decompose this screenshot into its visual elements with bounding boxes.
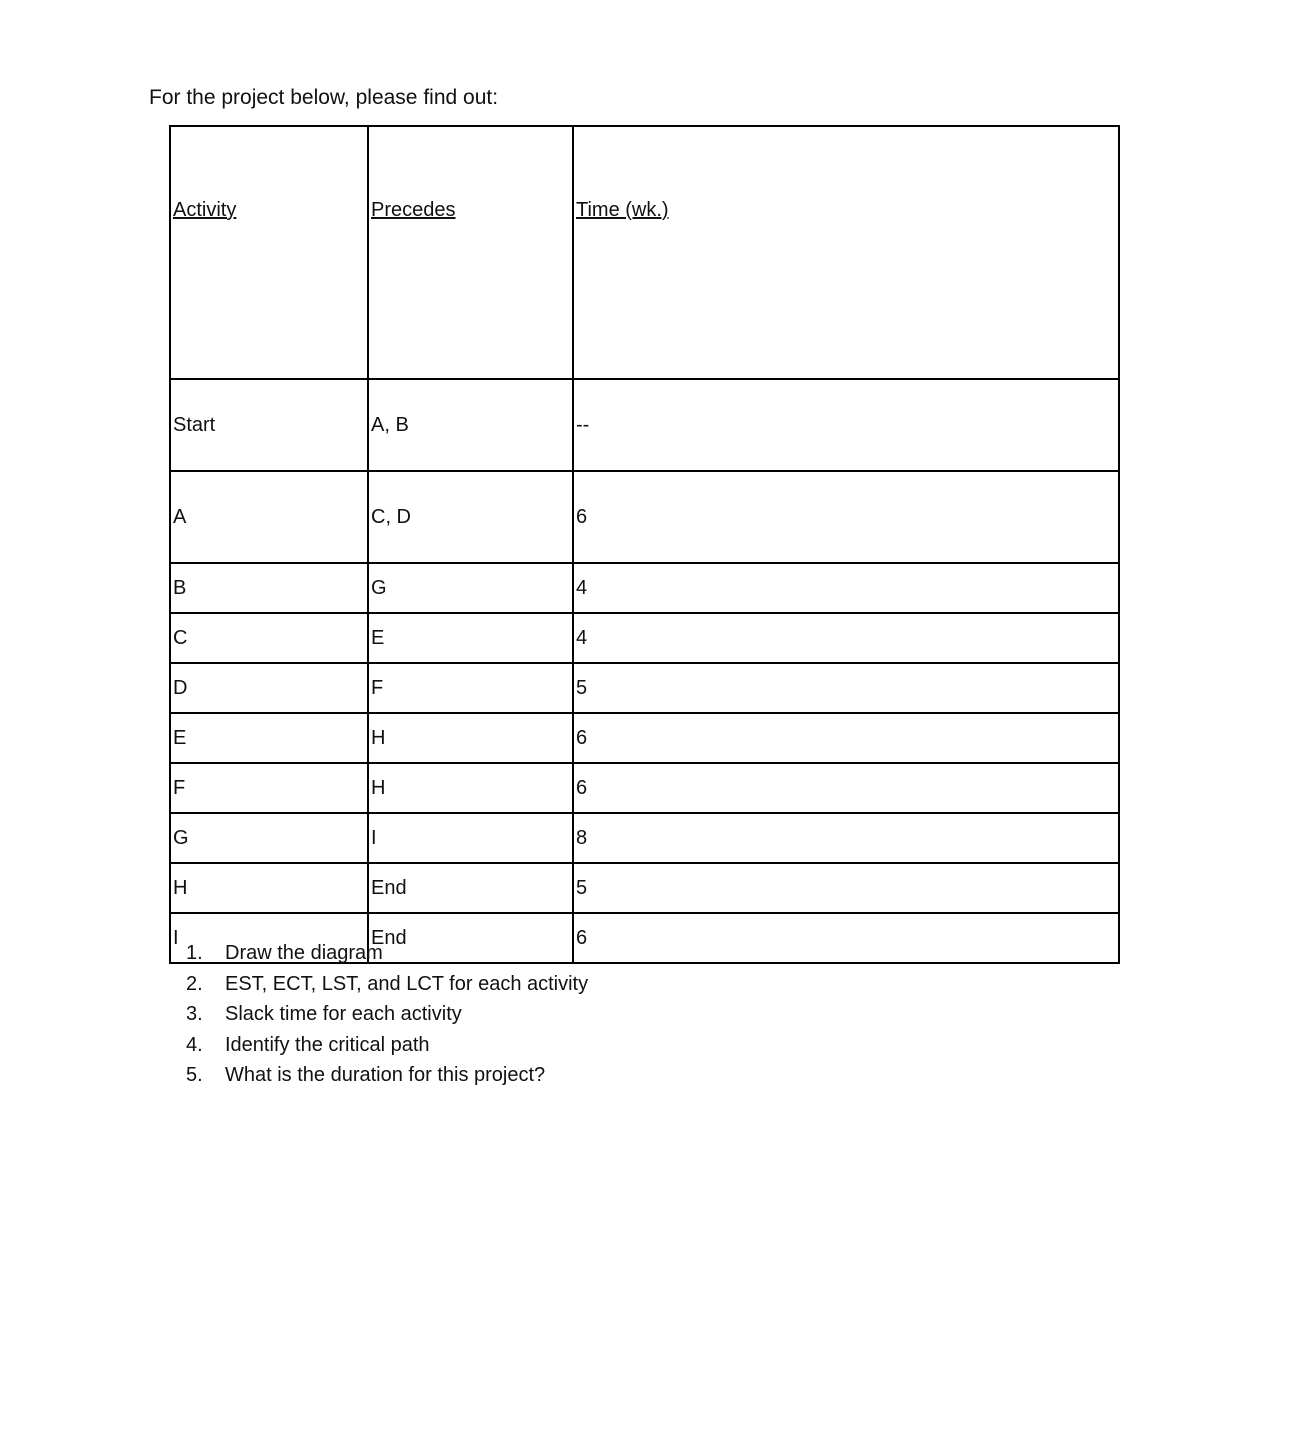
table-row: [170, 563, 1119, 613]
table-row: [170, 813, 1119, 863]
list-text: EST, ECT, LST, and LCT for each activity: [225, 972, 589, 995]
list-item: [186, 1060, 588, 1091]
list-item: [186, 999, 588, 1030]
cell-activity: Start: [170, 379, 368, 471]
header-precedes: Precedes: [368, 126, 573, 379]
cell-time: 5: [573, 863, 1119, 913]
list-item: [186, 969, 588, 1000]
list-number: 2.: [186, 972, 203, 995]
table-row: [170, 663, 1119, 713]
list-text: Draw the diagram: [225, 942, 383, 964]
header-activity: Activity: [170, 126, 368, 379]
table-row: [170, 471, 1119, 563]
list-number: 4.: [186, 1033, 203, 1056]
header-time: Time (wk.): [573, 126, 1119, 379]
cell-time: 6: [573, 471, 1119, 563]
list-number: 5.: [186, 1064, 203, 1087]
cell-activity: D: [170, 663, 368, 713]
cell-time: 8: [573, 813, 1119, 863]
cell-precedes: I: [368, 813, 573, 863]
cell-activity: E: [170, 713, 368, 763]
cell-precedes: End: [368, 913, 573, 963]
list-item: [186, 938, 588, 969]
cell-precedes: F: [368, 663, 573, 713]
table-row: [170, 379, 1119, 471]
cell-time: 5: [573, 663, 1119, 713]
table-row: [170, 863, 1119, 913]
table-row: [170, 613, 1119, 663]
cell-precedes: End: [368, 863, 573, 913]
cell-precedes: H: [368, 763, 573, 813]
intro-text: For the project below, please find out:: [149, 86, 499, 109]
cell-activity: G: [170, 813, 368, 863]
list-number: 3.: [186, 1003, 203, 1026]
cell-activity: B: [170, 563, 368, 613]
cell-precedes: G: [368, 563, 573, 613]
table-header-row: [170, 126, 1119, 379]
question-list: [186, 938, 588, 1091]
list-item: [186, 1030, 588, 1061]
activity-table: [169, 125, 1120, 964]
table-row: [170, 763, 1119, 813]
cell-precedes: H: [368, 713, 573, 763]
cell-time: --: [573, 379, 1119, 471]
list-text: Identify the critical path: [225, 1033, 430, 1056]
list-text: What is the duration for this project?: [225, 1064, 546, 1087]
cell-activity: A: [170, 471, 368, 563]
cell-time: 4: [573, 563, 1119, 613]
cell-activity: H: [170, 863, 368, 913]
cell-activity: F: [170, 763, 368, 813]
list-text: Slack time for each activity: [225, 1003, 462, 1026]
cell-activity: I: [170, 913, 368, 963]
cell-time: 6: [573, 913, 1119, 963]
cell-precedes: A, B: [368, 379, 573, 471]
cell-activity: C: [170, 613, 368, 663]
cell-time: 4: [573, 613, 1119, 663]
list-number: 1.: [186, 942, 203, 964]
cell-time: 6: [573, 763, 1119, 813]
cell-precedes: C, D: [368, 471, 573, 563]
cell-precedes: E: [368, 613, 573, 663]
cell-time: 6: [573, 713, 1119, 763]
table-row: [170, 713, 1119, 763]
